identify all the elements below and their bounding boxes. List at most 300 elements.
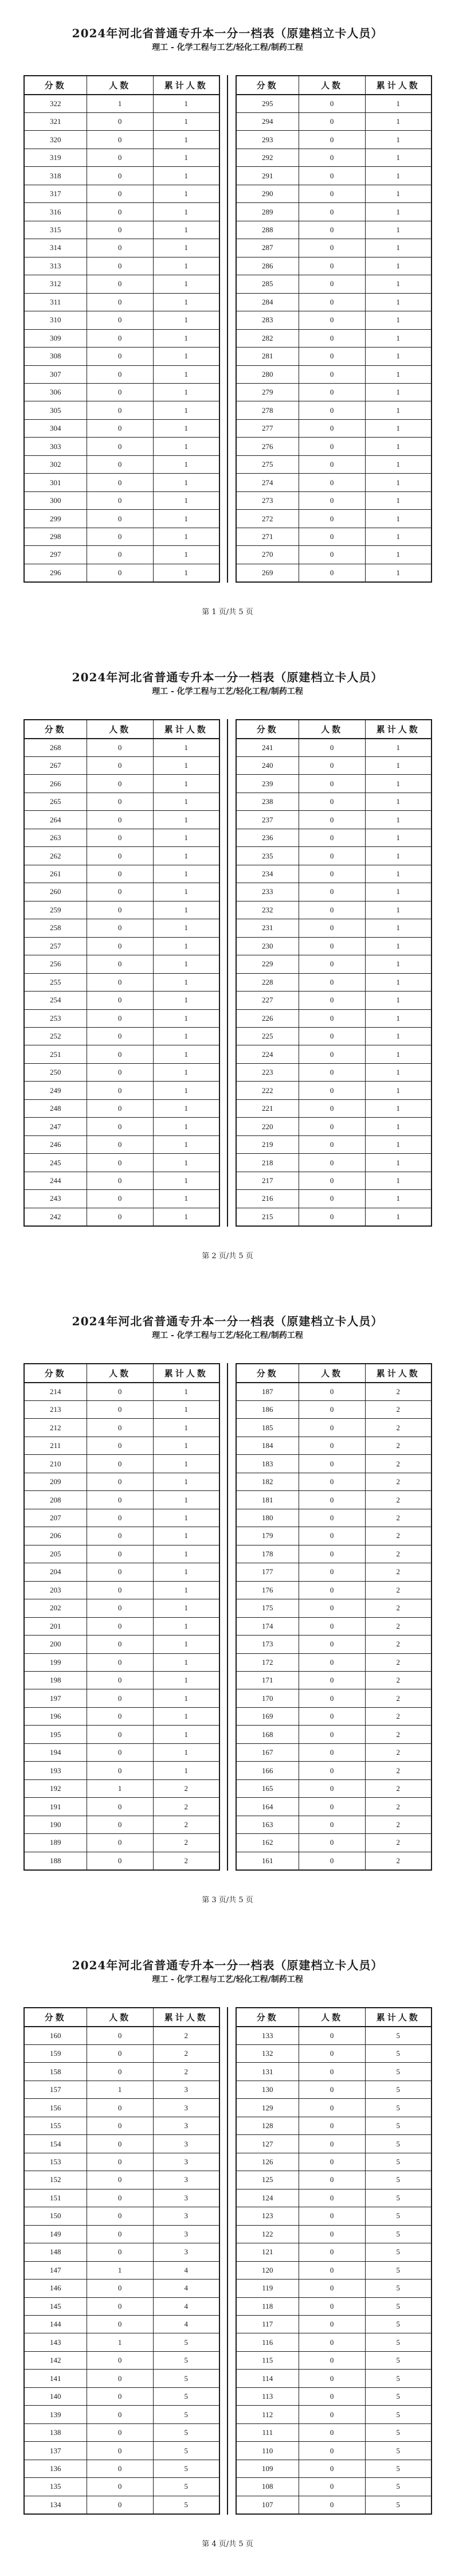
table-row: [236, 2297, 432, 2315]
score-cell: 238: [236, 793, 299, 810]
cumulative-cell: 1: [365, 1009, 432, 1027]
count-cell: 0: [299, 1743, 365, 1761]
table-row: [236, 564, 432, 582]
score-table-right: [236, 1363, 432, 1871]
score-cell: 170: [236, 1689, 299, 1707]
table-row: [236, 1672, 432, 1689]
score-cell: 161: [236, 1852, 299, 1870]
score-cell: 230: [236, 937, 299, 955]
table-row: [236, 455, 432, 473]
count-cell: 0: [299, 185, 365, 202]
score-cell: 111: [236, 2423, 299, 2441]
cumulative-cell: 1: [153, 1082, 219, 1099]
score-cell: 241: [236, 739, 299, 756]
count-cell: 0: [299, 1383, 365, 1400]
table-row: [236, 239, 432, 257]
count-cell: 0: [87, 973, 153, 991]
cumulative-cell: 1: [365, 239, 432, 257]
table-row: [236, 847, 432, 865]
count-cell: 0: [299, 348, 365, 365]
score-table-left: [23, 1363, 220, 1871]
cumulative-cell: 1: [153, 1581, 219, 1599]
table-row: [24, 2171, 219, 2189]
table-row: [24, 1154, 219, 1172]
count-cell: 0: [87, 203, 153, 221]
score-cell: 135: [24, 2478, 87, 2496]
table-row: [24, 1135, 219, 1153]
count-cell: 0: [87, 2027, 153, 2044]
score-cell: 314: [24, 239, 87, 257]
table-row: [236, 185, 432, 202]
count-cell: 0: [299, 1154, 365, 1172]
cumulative-cell: 1: [365, 221, 432, 239]
table-row: [236, 2189, 432, 2207]
count-cell: 0: [87, 1581, 153, 1599]
score-cell: 303: [24, 438, 87, 455]
score-cell: 115: [236, 2351, 299, 2369]
count-cell: 0: [87, 1672, 153, 1689]
cumulative-cell: 1: [153, 329, 219, 347]
score-cell: 184: [236, 1437, 299, 1454]
table-row: [236, 1726, 432, 1743]
cumulative-cell: 5: [365, 2478, 432, 2496]
cumulative-cell: 1: [365, 149, 432, 166]
count-cell: 0: [299, 2063, 365, 2081]
count-cell: 0: [87, 1491, 153, 1509]
count-cell: 0: [299, 756, 365, 774]
cumulative-cell: 1: [365, 756, 432, 774]
table-row: [24, 1045, 219, 1063]
score-cell: 249: [24, 1082, 87, 1099]
score-cell: 167: [236, 1743, 299, 1761]
cumulative-cell: 1: [153, 1762, 219, 1779]
cumulative-cell: 1: [365, 1154, 432, 1172]
cumulative-cell: 1: [153, 793, 219, 810]
cumulative-cell: 1: [365, 275, 432, 293]
table-row: [24, 365, 219, 383]
cumulative-cell: 1: [365, 1028, 432, 1045]
count-cell: 0: [87, 1816, 153, 1833]
score-cell: 283: [236, 311, 299, 329]
cumulative-cell: 1: [365, 474, 432, 491]
count-cell: 0: [299, 1762, 365, 1779]
cumulative-cell: 1: [153, 474, 219, 491]
cumulative-cell: 2: [365, 1798, 432, 1816]
count-cell: 0: [299, 1135, 365, 1153]
count-cell: 0: [87, 2297, 153, 2315]
score-cell: 166: [236, 1762, 299, 1779]
table-row: [24, 2099, 219, 2117]
count-cell: 0: [299, 1852, 365, 1870]
score-cell: 147: [24, 2261, 87, 2279]
score-cell: 138: [24, 2423, 87, 2441]
count-cell: 0: [299, 1400, 365, 1418]
count-cell: 0: [299, 1491, 365, 1509]
cumulative-cell: 4: [153, 2316, 219, 2333]
table-row: [236, 2044, 432, 2062]
table-row: [24, 1834, 219, 1852]
table-row: [24, 491, 219, 509]
cumulative-cell: 1: [153, 1135, 219, 1153]
cumulative-cell: 1: [153, 365, 219, 383]
cumulative-cell: 2: [365, 1563, 432, 1581]
table-row: [236, 2117, 432, 2134]
table-row: [236, 2316, 432, 2333]
score-cell: 139: [24, 2406, 87, 2423]
table-row: [24, 2063, 219, 2081]
cumulative-cell: 1: [365, 992, 432, 1009]
score-cell: 321: [24, 112, 87, 130]
cumulative-cell: 1: [153, 1208, 219, 1226]
cumulative-cell: 2: [365, 1509, 432, 1527]
cumulative-cell: 1: [365, 829, 432, 846]
score-cell: 242: [24, 1208, 87, 1226]
count-cell: 0: [87, 1082, 153, 1099]
score-cell: 302: [24, 455, 87, 473]
count-cell: 0: [87, 992, 153, 1009]
table-divider: [227, 2007, 228, 2515]
cumulative-cell: 2: [365, 1653, 432, 1671]
page-subtitle: 理工 - 化学工程与工艺/轻化工程/制药工程: [152, 43, 303, 52]
column-header: 分数: [236, 76, 299, 95]
table-row: [236, 112, 432, 130]
count-cell: 0: [299, 1473, 365, 1490]
table-row: [236, 2171, 432, 2189]
score-cell: 224: [236, 1045, 299, 1063]
cumulative-cell: 1: [153, 1743, 219, 1761]
score-cell: 202: [24, 1599, 87, 1617]
count-cell: 0: [87, 365, 153, 383]
table-row: [236, 2243, 432, 2261]
count-cell: 0: [299, 1545, 365, 1563]
table-row: [24, 992, 219, 1009]
score-cell: 182: [236, 1473, 299, 1490]
count-cell: 0: [299, 937, 365, 955]
table-row: [24, 775, 219, 793]
cumulative-cell: 1: [153, 1599, 219, 1617]
count-cell: 0: [87, 955, 153, 973]
count-cell: 0: [87, 1689, 153, 1707]
table-row: [24, 793, 219, 810]
cumulative-cell: 5: [153, 2478, 219, 2496]
score-table-right: [236, 719, 432, 1227]
table-row: [236, 1154, 432, 1172]
cumulative-cell: 3: [153, 2081, 219, 2098]
table-row: [24, 2316, 219, 2333]
table-row: [24, 564, 219, 582]
table-row: [24, 149, 219, 166]
cumulative-cell: 1: [365, 455, 432, 473]
cumulative-cell: 5: [153, 2387, 219, 2405]
table-row: [236, 955, 432, 973]
score-cell: 234: [236, 865, 299, 883]
score-cell: 315: [24, 221, 87, 239]
cumulative-cell: 1: [153, 1491, 219, 1509]
table-row: [236, 793, 432, 810]
cumulative-cell: 3: [153, 2225, 219, 2243]
cumulative-cell: 1: [153, 883, 219, 901]
score-cell: 228: [236, 973, 299, 991]
count-cell: 0: [87, 1437, 153, 1454]
table-row: [236, 1491, 432, 1509]
score-cell: 189: [24, 1834, 87, 1852]
score-cell: 164: [236, 1798, 299, 1816]
table-row: [24, 1009, 219, 1027]
cumulative-cell: 3: [153, 2243, 219, 2261]
table-row: [236, 756, 432, 774]
count-cell: 0: [87, 528, 153, 545]
count-cell: 0: [87, 384, 153, 401]
table-row: [236, 510, 432, 528]
cumulative-cell: 1: [153, 847, 219, 865]
score-cell: 204: [24, 1563, 87, 1581]
cumulative-cell: 1: [153, 1118, 219, 1135]
table-row: [236, 1762, 432, 1779]
header-row: [236, 2008, 432, 2027]
column-header: 分数: [236, 720, 299, 739]
score-cell: 287: [236, 239, 299, 257]
score-cell: 290: [236, 185, 299, 202]
table-row: [236, 474, 432, 491]
cumulative-cell: 5: [365, 2044, 432, 2062]
score-cell: 227: [236, 992, 299, 1009]
cumulative-cell: 5: [365, 2117, 432, 2134]
cumulative-cell: 2: [365, 1473, 432, 1490]
score-cell: 298: [24, 528, 87, 545]
table-row: [236, 1099, 432, 1117]
table-row: [236, 1545, 432, 1563]
cumulative-cell: 1: [153, 1455, 219, 1473]
table-row: [236, 1383, 432, 1400]
score-cell: 271: [236, 528, 299, 545]
cumulative-cell: 2: [365, 1707, 432, 1725]
cumulative-cell: 1: [365, 973, 432, 991]
count-cell: 0: [299, 2351, 365, 2369]
table-row: [236, 2135, 432, 2153]
table-row: [24, 2280, 219, 2297]
table-row: [24, 1636, 219, 1653]
cumulative-cell: 5: [365, 2316, 432, 2333]
cumulative-cell: 2: [365, 1852, 432, 1870]
column-header: 累计人数: [153, 76, 219, 95]
score-cell: 279: [236, 384, 299, 401]
score-cell: 129: [236, 2099, 299, 2117]
score-cell: 200: [24, 1636, 87, 1653]
cumulative-cell: 1: [365, 865, 432, 883]
cumulative-cell: 5: [365, 2063, 432, 2081]
cumulative-cell: 1: [153, 992, 219, 1009]
page-number: 第 3 页/共 5 页: [202, 1896, 253, 1904]
score-cell: 286: [236, 257, 299, 275]
cumulative-cell: 1: [153, 919, 219, 937]
count-cell: 0: [299, 2280, 365, 2297]
count-cell: 0: [87, 2442, 153, 2460]
count-cell: 0: [87, 1707, 153, 1725]
score-cell: 130: [236, 2081, 299, 2098]
page-number: 第 2 页/共 5 页: [202, 1252, 253, 1260]
score-cell: 190: [24, 1816, 87, 1833]
score-cell: 274: [236, 474, 299, 491]
table-row: [236, 1028, 432, 1045]
cumulative-cell: 5: [365, 2333, 432, 2351]
count-cell: 0: [299, 1172, 365, 1189]
score-cell: 235: [236, 847, 299, 865]
count-cell: 0: [87, 2171, 153, 2189]
score-cell: 276: [236, 438, 299, 455]
count-cell: 0: [87, 2478, 153, 2496]
score-cell: 231: [236, 919, 299, 937]
score-cell: 270: [236, 546, 299, 564]
score-cell: 153: [24, 2153, 87, 2171]
column-header: 人数: [299, 720, 365, 739]
document-page-4: [0, 1932, 455, 2576]
count-cell: 1: [87, 2081, 153, 2098]
cumulative-cell: 1: [153, 293, 219, 311]
count-cell: 0: [299, 739, 365, 756]
count-cell: 0: [87, 883, 153, 901]
table-row: [236, 2406, 432, 2423]
score-cell: 177: [236, 1563, 299, 1581]
count-cell: 0: [87, 739, 153, 756]
score-cell: 143: [24, 2333, 87, 2351]
count-cell: 0: [87, 564, 153, 582]
score-cell: 194: [24, 1743, 87, 1761]
cumulative-cell: 1: [153, 1400, 219, 1418]
count-cell: 0: [87, 491, 153, 509]
score-cell: 128: [236, 2117, 299, 2134]
table-row: [236, 1563, 432, 1581]
score-table-right: [236, 2007, 432, 2515]
cumulative-cell: 1: [153, 739, 219, 756]
cumulative-cell: 1: [365, 1208, 432, 1226]
table-row: [236, 2225, 432, 2243]
score-cell: 132: [236, 2044, 299, 2062]
count-cell: 0: [299, 275, 365, 293]
count-cell: 0: [87, 1154, 153, 1172]
table-row: [236, 1400, 432, 1418]
header-row: [24, 76, 219, 95]
cumulative-cell: 2: [153, 1779, 219, 1797]
count-cell: 0: [299, 1672, 365, 1689]
count-cell: 0: [299, 2081, 365, 2098]
cumulative-cell: 2: [365, 1762, 432, 1779]
cumulative-cell: 1: [153, 811, 219, 829]
header-row: [236, 1364, 432, 1383]
page-number: 第 4 页/共 5 页: [202, 2540, 253, 2548]
count-cell: 0: [87, 2044, 153, 2062]
score-cell: 282: [236, 329, 299, 347]
count-cell: 0: [87, 811, 153, 829]
score-cell: 216: [236, 1190, 299, 1208]
count-cell: 0: [299, 2496, 365, 2514]
count-cell: 0: [87, 2135, 153, 2153]
column-header: 人数: [299, 1364, 365, 1383]
cumulative-cell: 5: [365, 2243, 432, 2261]
table-row: [24, 1419, 219, 1437]
score-cell: 250: [24, 1063, 87, 1081]
cumulative-cell: 1: [153, 1437, 219, 1454]
table-row: [236, 1473, 432, 1490]
table-row: [24, 739, 219, 756]
table-row: [236, 1707, 432, 1725]
score-cell: 165: [236, 1779, 299, 1797]
table-row: [236, 1208, 432, 1226]
cumulative-cell: 1: [153, 1063, 219, 1081]
count-cell: 0: [87, 2153, 153, 2171]
table-row: [24, 293, 219, 311]
table-row: [236, 829, 432, 846]
cumulative-cell: 1: [153, 775, 219, 793]
count-cell: 0: [299, 1419, 365, 1437]
count-cell: 0: [299, 2135, 365, 2153]
column-header: 累计人数: [365, 720, 432, 739]
cumulative-cell: 1: [365, 131, 432, 149]
cumulative-cell: 1: [153, 401, 219, 419]
table-row: [236, 739, 432, 756]
score-cell: 275: [236, 455, 299, 473]
score-cell: 217: [236, 1172, 299, 1189]
cumulative-cell: 1: [153, 1419, 219, 1437]
count-cell: 0: [87, 348, 153, 365]
cumulative-cell: 3: [153, 2153, 219, 2171]
table-row: [236, 203, 432, 221]
score-cell: 295: [236, 95, 299, 112]
score-cell: 120: [236, 2261, 299, 2279]
count-cell: 0: [299, 149, 365, 166]
count-cell: 0: [87, 1400, 153, 1418]
count-cell: 0: [87, 1383, 153, 1400]
score-cell: 162: [236, 1834, 299, 1852]
count-cell: 0: [87, 1099, 153, 1117]
count-cell: 0: [299, 438, 365, 455]
score-cell: 278: [236, 401, 299, 419]
score-cell: 296: [24, 564, 87, 582]
cumulative-cell: 2: [365, 1383, 432, 1400]
count-cell: 0: [299, 1082, 365, 1099]
cumulative-cell: 2: [365, 1437, 432, 1454]
count-cell: 0: [87, 1599, 153, 1617]
cumulative-cell: 2: [365, 1816, 432, 1833]
cumulative-cell: 1: [365, 955, 432, 973]
count-cell: 0: [299, 257, 365, 275]
score-cell: 301: [24, 474, 87, 491]
count-cell: 0: [87, 1473, 153, 1490]
cumulative-cell: 1: [153, 1653, 219, 1671]
table-row: [236, 1653, 432, 1671]
table-row: [236, 2387, 432, 2405]
table-row: [236, 2423, 432, 2441]
cumulative-cell: 1: [153, 149, 219, 166]
table-row: [236, 1419, 432, 1437]
table-row: [24, 474, 219, 491]
cumulative-cell: 1: [153, 937, 219, 955]
count-cell: 0: [299, 1834, 365, 1852]
score-cell: 305: [24, 401, 87, 419]
score-cell: 236: [236, 829, 299, 846]
cumulative-cell: 5: [365, 2225, 432, 2243]
count-cell: 0: [87, 329, 153, 347]
count-cell: 0: [87, 112, 153, 130]
cumulative-cell: 1: [365, 510, 432, 528]
score-cell: 156: [24, 2099, 87, 2117]
cumulative-cell: 1: [365, 491, 432, 509]
table-row: [236, 2478, 432, 2496]
table-row: [236, 1617, 432, 1635]
table-row: [24, 2387, 219, 2405]
cumulative-cell: 1: [153, 167, 219, 185]
cumulative-cell: 1: [153, 185, 219, 202]
cumulative-cell: 2: [153, 1834, 219, 1852]
